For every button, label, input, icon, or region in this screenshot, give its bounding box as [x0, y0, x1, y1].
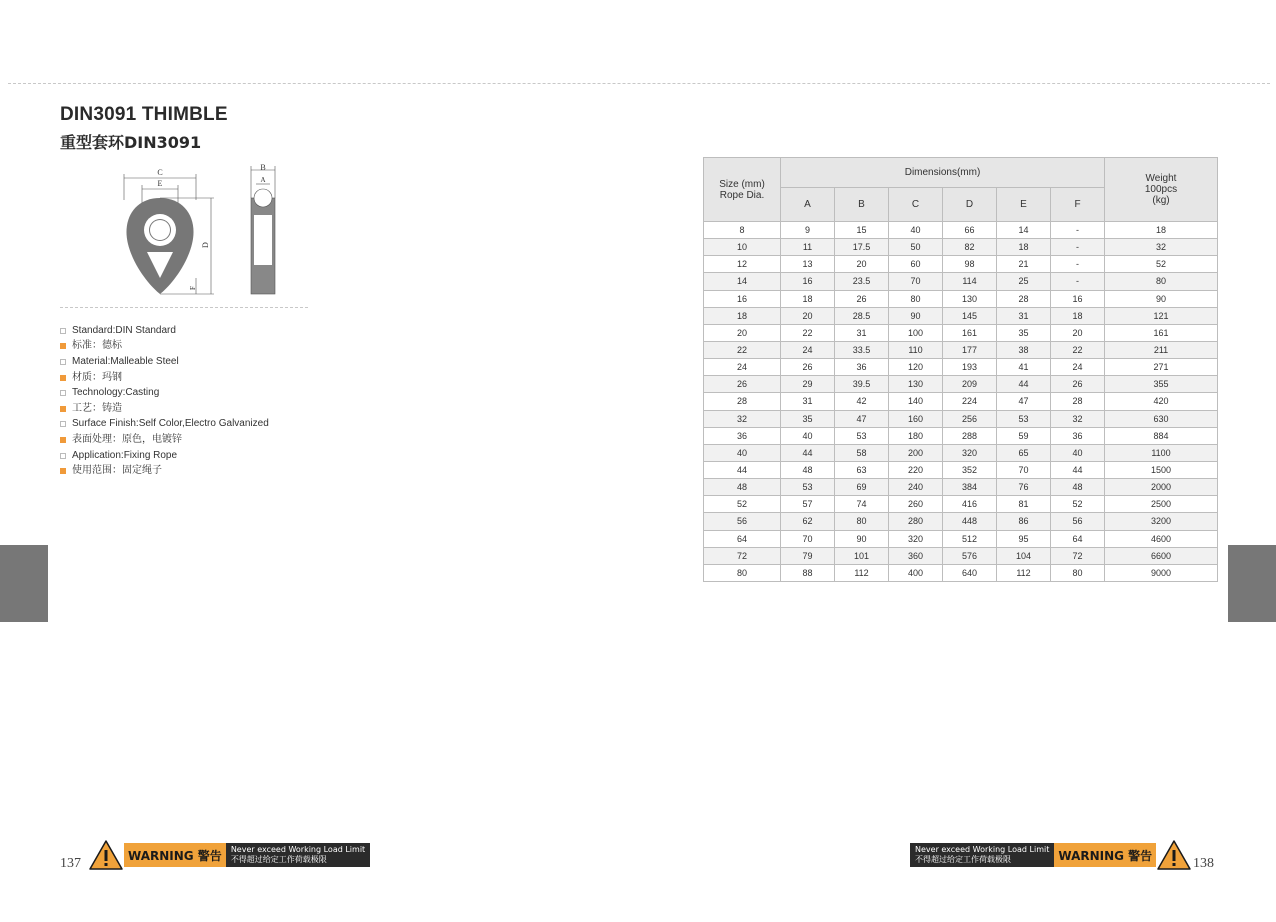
- table-cell: 90: [889, 307, 943, 324]
- table-cell: 58: [835, 444, 889, 461]
- table-cell: 224: [943, 393, 997, 410]
- table-cell: 640: [943, 564, 997, 581]
- table-cell: 112: [835, 564, 889, 581]
- table-cell: 24: [1051, 359, 1105, 376]
- spec-item: Surface Finish:Self Color,Electro Galvanized: [60, 417, 269, 433]
- table-cell: 44: [1051, 461, 1105, 478]
- table-cell: 50: [889, 239, 943, 256]
- bullet-icon: [60, 468, 66, 474]
- table-cell: 44: [704, 461, 781, 478]
- table-cell: 177: [943, 341, 997, 358]
- table-cell: -: [1051, 239, 1105, 256]
- table-cell: 22: [704, 341, 781, 358]
- table-row: [704, 222, 1218, 239]
- table-cell: -: [1051, 256, 1105, 273]
- table-cell: 88: [781, 564, 835, 581]
- table-cell: 80: [889, 290, 943, 307]
- table-row: [704, 359, 1218, 376]
- table-cell: 576: [943, 547, 997, 564]
- table-cell: 31: [997, 307, 1051, 324]
- table-cell: 40: [889, 222, 943, 239]
- spec-divider: [60, 307, 308, 308]
- table-row: [704, 341, 1218, 358]
- table-cell: 32: [1105, 239, 1218, 256]
- table-cell: 90: [835, 530, 889, 547]
- table-cell: 76: [997, 479, 1051, 496]
- dim-label-b: B: [260, 163, 266, 172]
- table-cell: 352: [943, 461, 997, 478]
- table-cell: 18: [1051, 307, 1105, 324]
- table-cell: 120: [889, 359, 943, 376]
- table-cell: 193: [943, 359, 997, 376]
- side-tab-left: [0, 545, 48, 622]
- table-row: [704, 290, 1218, 307]
- table-cell: 52: [1105, 256, 1218, 273]
- table-row: [704, 410, 1218, 427]
- col-header-f: F: [1051, 188, 1105, 222]
- table-cell: 23.5: [835, 273, 889, 290]
- table-cell: 2000: [1105, 479, 1218, 496]
- table-cell: 10: [704, 239, 781, 256]
- table-cell: 28.5: [835, 307, 889, 324]
- col-header-e: E: [997, 188, 1051, 222]
- table-body: [704, 222, 1218, 582]
- table-cell: 140: [889, 393, 943, 410]
- table-cell: 53: [835, 427, 889, 444]
- table-cell: 80: [1051, 564, 1105, 581]
- table-cell: 4600: [1105, 530, 1218, 547]
- table-cell: 70: [889, 273, 943, 290]
- table-cell: 63: [835, 461, 889, 478]
- table-cell: -: [1051, 273, 1105, 290]
- table-cell: 884: [1105, 427, 1218, 444]
- table-cell: 82: [943, 239, 997, 256]
- table-cell: 95: [997, 530, 1051, 547]
- table-cell: 1100: [1105, 444, 1218, 461]
- table-cell: 59: [997, 427, 1051, 444]
- table-row: [704, 256, 1218, 273]
- table-cell: 52: [704, 496, 781, 513]
- product-title: DIN3091 THIMBLE: [60, 104, 228, 125]
- table-cell: 18: [781, 290, 835, 307]
- table-cell: 48: [781, 461, 835, 478]
- bullet-icon: [60, 343, 66, 349]
- table-cell: 9: [781, 222, 835, 239]
- bullet-icon: [60, 390, 66, 396]
- table-cell: 40: [781, 427, 835, 444]
- table-cell: 53: [781, 479, 835, 496]
- table-cell: 24: [781, 341, 835, 358]
- table-cell: 70: [997, 461, 1051, 478]
- spec-item: 使用范围：固定绳子: [60, 463, 269, 479]
- table-cell: 35: [781, 410, 835, 427]
- table-cell: 180: [889, 427, 943, 444]
- table-cell: 64: [1051, 530, 1105, 547]
- table-cell: 13: [781, 256, 835, 273]
- col-header-b: B: [835, 188, 889, 222]
- table-cell: 28: [1051, 393, 1105, 410]
- table-cell: 256: [943, 410, 997, 427]
- spec-item: Standard:DIN Standard: [60, 323, 269, 339]
- table-row: [704, 307, 1218, 324]
- table-cell: 81: [997, 496, 1051, 513]
- table-cell: 3200: [1105, 513, 1218, 530]
- table-cell: 18: [997, 239, 1051, 256]
- table-cell: 320: [889, 530, 943, 547]
- warning-banner-right: [910, 838, 1192, 872]
- table-row: [704, 461, 1218, 478]
- table-cell: 28: [704, 393, 781, 410]
- table-cell: 26: [781, 359, 835, 376]
- table-cell: 101: [835, 547, 889, 564]
- table-row: [704, 564, 1218, 581]
- table-cell: 260: [889, 496, 943, 513]
- table-cell: 24: [704, 359, 781, 376]
- table-cell: 26: [835, 290, 889, 307]
- table-cell: 74: [835, 496, 889, 513]
- spec-item: Material:Malleable Steel: [60, 354, 269, 370]
- table-cell: 72: [704, 547, 781, 564]
- table-cell: 420: [1105, 393, 1218, 410]
- table-row: [704, 479, 1218, 496]
- table-cell: 38: [997, 341, 1051, 358]
- table-row: [704, 547, 1218, 564]
- table-cell: 44: [781, 444, 835, 461]
- table-cell: 25: [997, 273, 1051, 290]
- table-cell: 130: [889, 376, 943, 393]
- spec-list: [60, 323, 269, 479]
- table-cell: 53: [997, 410, 1051, 427]
- table-cell: 17.5: [835, 239, 889, 256]
- table-cell: 35: [997, 324, 1051, 341]
- table-cell: 86: [997, 513, 1051, 530]
- table-cell: 104: [997, 547, 1051, 564]
- bullet-icon: [60, 453, 66, 459]
- warning-triangle-icon: [88, 838, 124, 872]
- table-row: [704, 530, 1218, 547]
- table-row: [704, 273, 1218, 290]
- dim-label-a: A: [260, 176, 266, 184]
- table-cell: 62: [781, 513, 835, 530]
- table-cell: 80: [835, 513, 889, 530]
- table-cell: 80: [704, 564, 781, 581]
- table-cell: 20: [781, 307, 835, 324]
- table-cell: 1500: [1105, 461, 1218, 478]
- table-cell: 65: [997, 444, 1051, 461]
- spec-item: 工艺：铸造: [60, 401, 269, 417]
- table-cell: 161: [1105, 324, 1218, 341]
- table-cell: 384: [943, 479, 997, 496]
- table-cell: 32: [704, 410, 781, 427]
- table-cell: 400: [889, 564, 943, 581]
- table-cell: 31: [835, 324, 889, 341]
- table-cell: 56: [704, 513, 781, 530]
- warning-banner-left: [88, 838, 370, 872]
- table-row: [704, 239, 1218, 256]
- table-cell: 22: [781, 324, 835, 341]
- table-cell: 211: [1105, 341, 1218, 358]
- table-cell: 44: [997, 376, 1051, 393]
- thimble-drawing: [116, 160, 286, 300]
- table-cell: 16: [704, 290, 781, 307]
- warning-text: Never exceed Working Load Limit 不得超过给定工作荷载极限: [226, 843, 370, 867]
- table-cell: 29: [781, 376, 835, 393]
- table-cell: 47: [997, 393, 1051, 410]
- table-cell: -: [1051, 222, 1105, 239]
- table-cell: 70: [781, 530, 835, 547]
- table-cell: 98: [943, 256, 997, 273]
- warning-text: Never exceed Working Load Limit 不得超过给定工作荷载极限: [910, 843, 1054, 867]
- table-cell: 355: [1105, 376, 1218, 393]
- table-cell: 69: [835, 479, 889, 496]
- table-cell: 90: [1105, 290, 1218, 307]
- table-cell: 14: [704, 273, 781, 290]
- table-cell: 240: [889, 479, 943, 496]
- table-cell: 57: [781, 496, 835, 513]
- table-cell: 22: [1051, 341, 1105, 358]
- table-cell: 20: [704, 324, 781, 341]
- table-cell: 56: [1051, 513, 1105, 530]
- table-cell: 512: [943, 530, 997, 547]
- table-cell: 630: [1105, 410, 1218, 427]
- warning-word: WARNING 警告: [1054, 843, 1156, 867]
- table-cell: 66: [943, 222, 997, 239]
- table-cell: 280: [889, 513, 943, 530]
- table-cell: 448: [943, 513, 997, 530]
- table-cell: 9000: [1105, 564, 1218, 581]
- table-cell: 14: [997, 222, 1051, 239]
- size-header: Size (mm) Rope Dia.: [704, 158, 781, 222]
- table-cell: 114: [943, 273, 997, 290]
- col-header-d: D: [943, 188, 997, 222]
- bullet-icon: [60, 406, 66, 412]
- table-cell: 60: [889, 256, 943, 273]
- table-cell: 79: [781, 547, 835, 564]
- table-cell: 64: [704, 530, 781, 547]
- table-cell: 6600: [1105, 547, 1218, 564]
- dimensions-header: Dimensions(mm): [781, 158, 1105, 188]
- table-cell: 100: [889, 324, 943, 341]
- table-cell: 33.5: [835, 341, 889, 358]
- spec-item: 表面处理：原色，电镀锌: [60, 432, 269, 448]
- weight-header: Weight 100pcs (kg): [1105, 158, 1218, 222]
- dim-label-c: C: [157, 168, 163, 177]
- dim-label-e: E: [157, 179, 163, 188]
- table-cell: 360: [889, 547, 943, 564]
- table-cell: 145: [943, 307, 997, 324]
- table-cell: 11: [781, 239, 835, 256]
- table-cell: 32: [1051, 410, 1105, 427]
- table-cell: 320: [943, 444, 997, 461]
- warning-triangle-icon: [1156, 838, 1192, 872]
- table-cell: 220: [889, 461, 943, 478]
- table-cell: 18: [1105, 222, 1218, 239]
- table-cell: 112: [997, 564, 1051, 581]
- table-cell: 271: [1105, 359, 1218, 376]
- col-header-c: C: [889, 188, 943, 222]
- table-cell: 288: [943, 427, 997, 444]
- spec-table-wrap: [703, 157, 1218, 582]
- table-cell: 16: [1051, 290, 1105, 307]
- table-cell: 160: [889, 410, 943, 427]
- table-row: [704, 393, 1218, 410]
- bullet-icon: [60, 359, 66, 365]
- table-cell: 200: [889, 444, 943, 461]
- bullet-icon: [60, 437, 66, 443]
- table-cell: 16: [781, 273, 835, 290]
- dim-label-d: D: [201, 242, 210, 248]
- table-cell: 8: [704, 222, 781, 239]
- table-row: [704, 444, 1218, 461]
- spec-item: Technology:Casting: [60, 385, 269, 401]
- table-cell: 72: [1051, 547, 1105, 564]
- table-row: [704, 513, 1218, 530]
- table-cell: 36: [1051, 427, 1105, 444]
- table-cell: 161: [943, 324, 997, 341]
- page-number-right: 138: [1193, 856, 1214, 871]
- spec-item: Application:Fixing Rope: [60, 448, 269, 464]
- spec-item: 材质：玛钢: [60, 370, 269, 386]
- warning-word: WARNING 警告: [124, 843, 226, 867]
- table-cell: 18: [704, 307, 781, 324]
- bullet-icon: [60, 328, 66, 334]
- table-cell: 28: [997, 290, 1051, 307]
- table-cell: 12: [704, 256, 781, 273]
- spec-table: [703, 157, 1218, 582]
- bullet-icon: [60, 421, 66, 427]
- table-cell: 2500: [1105, 496, 1218, 513]
- bullet-icon: [60, 375, 66, 381]
- table-cell: 15: [835, 222, 889, 239]
- table-cell: 36: [835, 359, 889, 376]
- table-cell: 52: [1051, 496, 1105, 513]
- dim-label-f: F: [189, 286, 197, 290]
- table-cell: 110: [889, 341, 943, 358]
- table-cell: 31: [781, 393, 835, 410]
- table-cell: 20: [1051, 324, 1105, 341]
- top-divider: [8, 83, 1270, 84]
- table-cell: 26: [1051, 376, 1105, 393]
- table-cell: 36: [704, 427, 781, 444]
- table-cell: 21: [997, 256, 1051, 273]
- table-cell: 20: [835, 256, 889, 273]
- table-cell: 209: [943, 376, 997, 393]
- table-cell: 47: [835, 410, 889, 427]
- table-cell: 130: [943, 290, 997, 307]
- page-number-left: 137: [60, 856, 81, 871]
- table-cell: 416: [943, 496, 997, 513]
- table-row: [704, 376, 1218, 393]
- table-cell: 80: [1105, 273, 1218, 290]
- table-cell: 121: [1105, 307, 1218, 324]
- table-row: [704, 496, 1218, 513]
- side-tab-right: [1228, 545, 1276, 622]
- table-row: [704, 324, 1218, 341]
- table-cell: 42: [835, 393, 889, 410]
- spec-item: 标准：德标: [60, 339, 269, 355]
- col-header-a: A: [781, 188, 835, 222]
- table-cell: 41: [997, 359, 1051, 376]
- product-title-cn: 重型套环DIN3091: [60, 133, 202, 152]
- table-cell: 48: [1051, 479, 1105, 496]
- table-cell: 48: [704, 479, 781, 496]
- table-cell: 40: [704, 444, 781, 461]
- table-cell: 39.5: [835, 376, 889, 393]
- table-cell: 40: [1051, 444, 1105, 461]
- table-row: [704, 427, 1218, 444]
- table-cell: 26: [704, 376, 781, 393]
